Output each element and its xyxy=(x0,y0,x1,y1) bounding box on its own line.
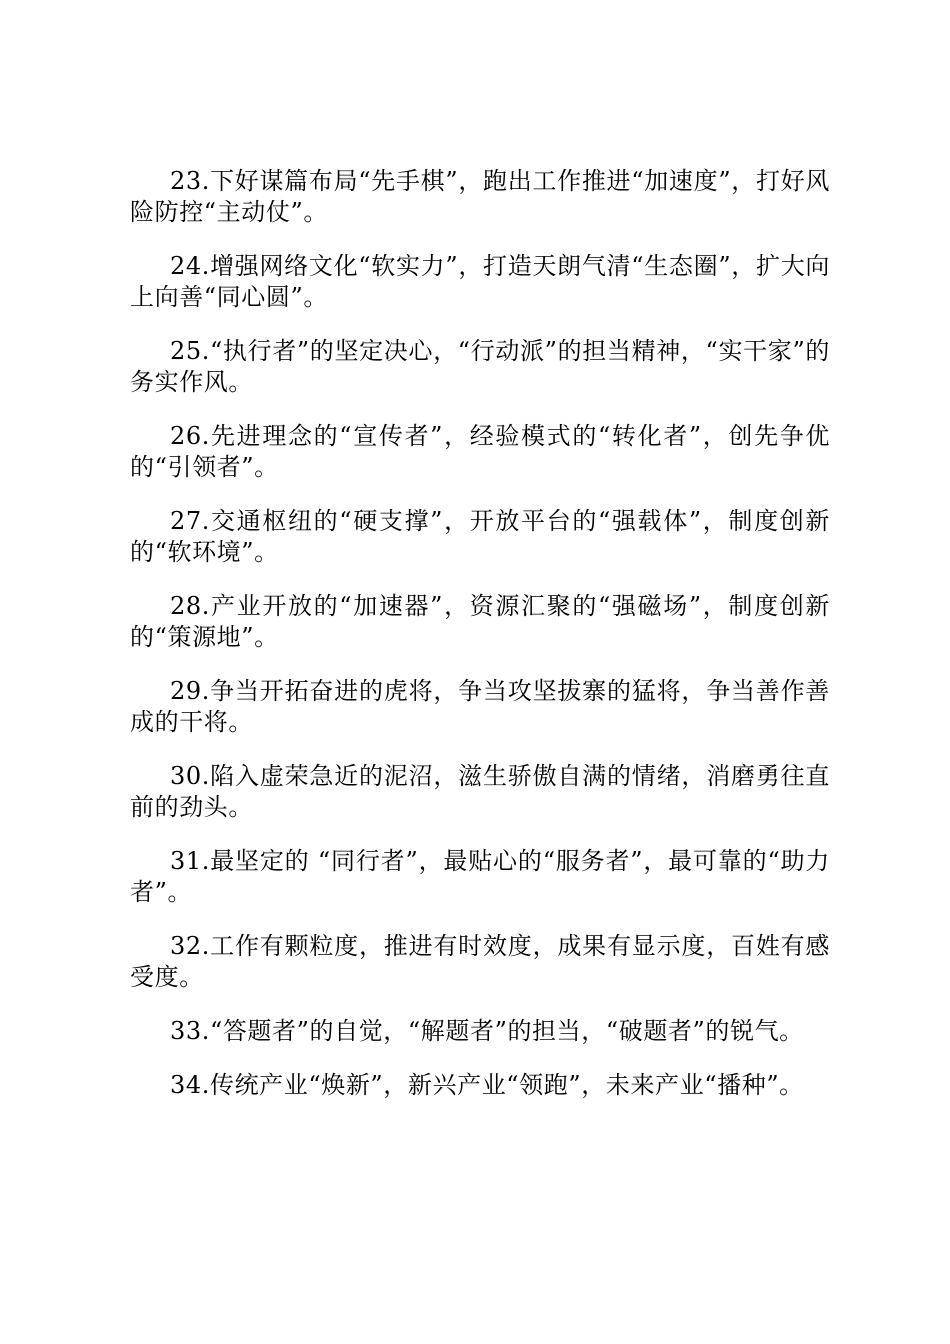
list-item: 25.“执行者”的坚定决心，“行动派”的担当精神，“实干家”的务实作风。 xyxy=(130,337,830,396)
list-item: 33.“答题者”的自觉，“解题者”的担当，“破题者”的锐气。 xyxy=(170,1017,804,1045)
list-item: 28.产业开放的“加速器”，资源汇聚的“强磁场”，制度创新的“策源地”。 xyxy=(130,592,830,651)
list-item: 27.交通枢纽的“硬支撑”，开放平台的“强载体”，制度创新的“软环境”。 xyxy=(130,507,830,566)
list-item: 29.争当开拓奋进的虎将，争当攻坚拔寨的猛将，争当善作善成的干将。 xyxy=(130,677,830,736)
document-body xyxy=(130,166,830,1124)
list-item: 34.传统产业“焕新”，新兴产业“领跑”，未来产业“播种”。 xyxy=(170,1071,804,1099)
list-item: 30.陷入虚荣急近的泥沼，滋生骄傲自满的情绪，消磨勇往直前的劲头。 xyxy=(130,762,830,821)
list-item: 32.工作有颗粒度，推进有时效度，成果有显示度，百姓有感受度。 xyxy=(130,932,830,991)
list-item: 26.先进理念的“宣传者”，经验模式的“转化者”，创先争优的“引领者”。 xyxy=(130,422,830,481)
list-item: 23.下好谋篇布局“先手棋”，跑出工作推进“加速度”，打好风险防控“主动仗”。 xyxy=(130,167,830,226)
list-item: 24.增强网络文化“软实力”，打造天朗气清“生态圈”，扩大向上向善“同心圆”。 xyxy=(130,252,830,311)
list-item: 31.最坚定的 “同行者”，最贴心的“服务者”，最可靠的“助力者”。 xyxy=(130,847,830,906)
